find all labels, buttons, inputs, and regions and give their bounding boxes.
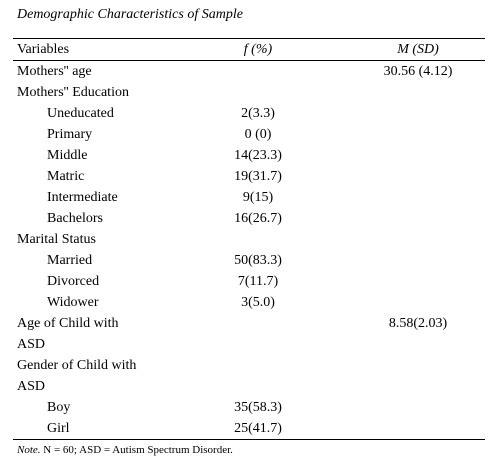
table-row [13,313,485,334]
table-row [13,229,485,250]
table-header-row [13,39,485,60]
table-row [13,250,485,271]
row-variable: Mothers'' age [17,64,92,79]
row-frequency: 0 (0) [244,127,272,142]
table-row [13,271,485,292]
header-mean-sd: M (SD) [397,42,439,57]
table-caption: Demographic Characteristics of Sample [17,7,243,22]
row-variable: Gender of Child with [17,358,137,373]
row-frequency: 19(31.7) [234,169,282,184]
row-variable: Widower [47,295,99,310]
row-frequency: 35(58.3) [234,400,282,415]
row-frequency: 16(26.7) [234,211,282,226]
table-row [13,334,485,355]
row-variable: ASD [17,337,46,352]
table-row [13,292,485,313]
table-row [13,124,485,145]
row-frequency: 2(3.3) [241,106,275,121]
row-mean-sd: 8.58(2.03) [388,316,448,331]
table-row [13,397,485,418]
table-row [13,145,485,166]
demographics-table [13,38,485,440]
table-row [13,355,485,376]
table-row [13,82,485,103]
table-row [13,166,485,187]
row-variable: Uneducated [47,106,114,121]
row-mean-sd: 30.56 (4.12) [383,64,453,79]
table-row [13,376,485,397]
table-row [13,187,485,208]
row-variable: Bachelors [47,211,103,226]
table-body [13,61,485,439]
row-variable: Matric [47,169,85,184]
table-row [13,208,485,229]
table-note [17,444,233,456]
row-variable: Divorced [47,274,100,289]
row-frequency: 9(15) [242,190,274,205]
row-frequency: 7(11.7) [237,274,279,289]
row-variable: ASD [17,379,46,394]
row-variable: Intermediate [47,190,118,205]
note-prefix: Note. [17,444,41,456]
table-bottom-rule [13,439,485,440]
row-variable: Boy [47,400,71,415]
row-variable: Primary [47,127,93,142]
row-variable: Girl [47,421,70,436]
row-variable: Married [47,253,93,268]
header-frequency: f (%) [243,42,273,57]
row-variable: Mothers'' Education [17,85,129,100]
row-frequency: 3(5.0) [241,295,275,310]
table-row [13,61,485,82]
row-frequency: 14(23.3) [234,148,282,163]
table-row [13,418,485,439]
row-frequency: 50(83.3) [234,253,282,268]
note-text: N = 60; ASD = Autism Spectrum Disorder. [40,444,233,456]
row-frequency: 25(41.7) [234,421,282,436]
row-variable: Age of Child with [17,316,119,331]
row-variable: Middle [47,148,88,163]
table-row [13,103,485,124]
row-variable: Marital Status [17,232,96,247]
header-variables: Variables [17,42,70,57]
